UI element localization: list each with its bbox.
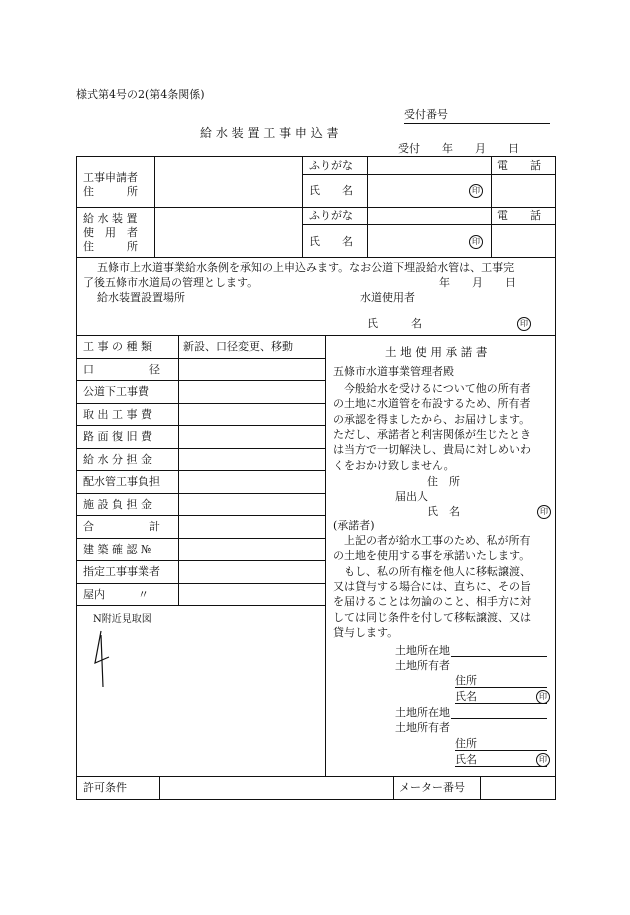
owner-name-label-2: 氏名	[455, 753, 477, 766]
consent-clause-line: 上記の者が給水工事のため、私が所有	[333, 534, 531, 547]
notifier-seal-icon: 印	[537, 505, 551, 519]
north-arrow-icon	[85, 627, 115, 692]
user-label-1: 給 水 装 置	[83, 212, 138, 225]
declaration-line-2: 了後五條市水道局の管理とします。	[83, 276, 259, 289]
owner-name-label-1: 氏名	[455, 690, 477, 703]
vicinity-map-label: N附近見取図	[93, 614, 152, 625]
user-seal-icon: 印	[469, 235, 483, 249]
declaration-line-1: 五條市上水道事業給水条例を承知の上申込みます。なお公道下埋設給水管は、工事完	[97, 261, 515, 274]
user-phone-label: 電 話	[497, 209, 541, 222]
work-row-label: 建 築 確 認 №	[83, 542, 152, 556]
work-row-label: 指定工事事業者	[83, 565, 160, 578]
land-location-field-2[interactable]	[451, 718, 547, 719]
consent-body-line: の土地に水道管を布設するため、所有者	[333, 397, 531, 411]
applicant-name-label: 氏 名	[309, 184, 353, 197]
owner-address-field-1[interactable]	[455, 687, 547, 688]
owner-name-field-2[interactable]	[455, 766, 547, 767]
water-user-name-label: 氏 名	[367, 317, 422, 330]
applicant-phone-label: 電 話	[497, 159, 541, 172]
consent-clause-line: もし、私の所有権を他人に移転譲渡、	[333, 564, 531, 578]
declaration-date: 年 月 日	[439, 276, 516, 289]
consent-clause-line: の土地を使用する事を承諾いたします。	[333, 549, 531, 563]
work-row-label: 路 面 復 旧 費	[83, 430, 152, 443]
work-row-label: 工 事 の 種 類	[83, 340, 152, 353]
work-row-label: 取 出 工 事 費	[83, 407, 152, 421]
receipt-date: 受付 年 月 日	[398, 142, 519, 155]
receipt-number-field[interactable]: 受付番号	[404, 106, 550, 124]
owner-address-label-2: 住所	[455, 737, 477, 750]
notifier-address-label: 住 所	[427, 475, 460, 488]
form-number-label: 様式第4号の2(第4条関係)	[76, 88, 205, 101]
work-row-label: 口 径	[83, 362, 160, 376]
consent-body-line: は当方で一切解決し、貴局に対しめいわ	[333, 443, 531, 457]
meter-number-field[interactable]	[481, 777, 554, 798]
land-location-label-2: 土地所在地	[395, 706, 450, 719]
applicant-label-1: 工事申請者	[83, 171, 138, 184]
meter-number-label: メーター番号	[399, 781, 465, 794]
consent-body-line: の承認を得ましたから、お届けします。	[333, 412, 531, 426]
work-row-label: 屋内 〃	[83, 587, 149, 601]
installation-location-label: 給水装置設置場所	[97, 291, 185, 304]
land-owner-label-2: 土地所有者	[395, 721, 450, 734]
consenter-label: (承諾者)	[333, 519, 375, 532]
work-row-label: 給 水 分 担 金	[83, 452, 152, 466]
land-location-field-1[interactable]	[451, 656, 547, 657]
consent-clause-line: 又は貸与する場合には、直ちに、その旨	[333, 579, 531, 593]
consent-body-line: 今般給水を受けるについて他の所有者	[333, 382, 531, 395]
consent-body-line: ただし、承諾者と利害関係が生じたとき	[333, 427, 531, 441]
permit-conditions-field[interactable]	[160, 777, 392, 798]
consent-addressee: 五條市水道事業管理者殿	[333, 365, 454, 378]
work-row-value[interactable]: 新設、口径変更、移動	[183, 340, 293, 353]
document-title: 給 水 装 置 工 事 申 込 書	[200, 126, 339, 140]
work-row-label: 配水管工事負担	[83, 475, 160, 488]
land-location-label-1: 土地所在地	[395, 644, 450, 657]
consent-clause-line: しては同じ条件を付して移転譲渡、又は	[333, 610, 531, 624]
applicant-furigana-label: ふりがな	[309, 159, 353, 172]
notifier-label: 届出人	[395, 490, 428, 503]
owner-address-label-1: 住所	[455, 674, 477, 687]
water-user-label: 水道使用者	[360, 291, 415, 304]
applicant-seal-icon: 印	[469, 184, 483, 198]
consent-title: 土 地 使 用 承 諾 書	[385, 345, 488, 359]
consent-clause-line: を届けることは勿論のこと、相手方に対	[333, 595, 531, 609]
application-form	[76, 156, 556, 800]
owner-name-field-1[interactable]	[455, 703, 547, 704]
work-row-label: 施 設 負 担 金	[83, 497, 152, 511]
declaration-seal-icon: 印	[517, 317, 531, 331]
user-label-3: 住 所	[83, 240, 138, 253]
user-name-label: 氏 名	[309, 235, 353, 248]
consent-clause-line: 貸与します。	[333, 625, 399, 639]
user-label-2: 使 用 者	[83, 226, 138, 239]
owner-address-field-2[interactable]	[455, 750, 547, 751]
work-row-label: 合 計	[83, 520, 160, 533]
user-furigana-label: ふりがな	[309, 209, 353, 222]
consent-body-line: くをおかけ致しません。	[333, 458, 455, 472]
notifier-name-label: 氏 名	[427, 505, 460, 518]
owner-seal-icon-1: 印	[536, 690, 550, 704]
owner-seal-icon-2: 印	[536, 753, 550, 767]
permit-conditions-label: 許可条件	[83, 781, 127, 794]
land-owner-label-1: 土地所有者	[395, 659, 450, 672]
applicant-label-2: 住 所	[83, 185, 138, 198]
work-row-label: 公道下工事費	[83, 385, 149, 398]
